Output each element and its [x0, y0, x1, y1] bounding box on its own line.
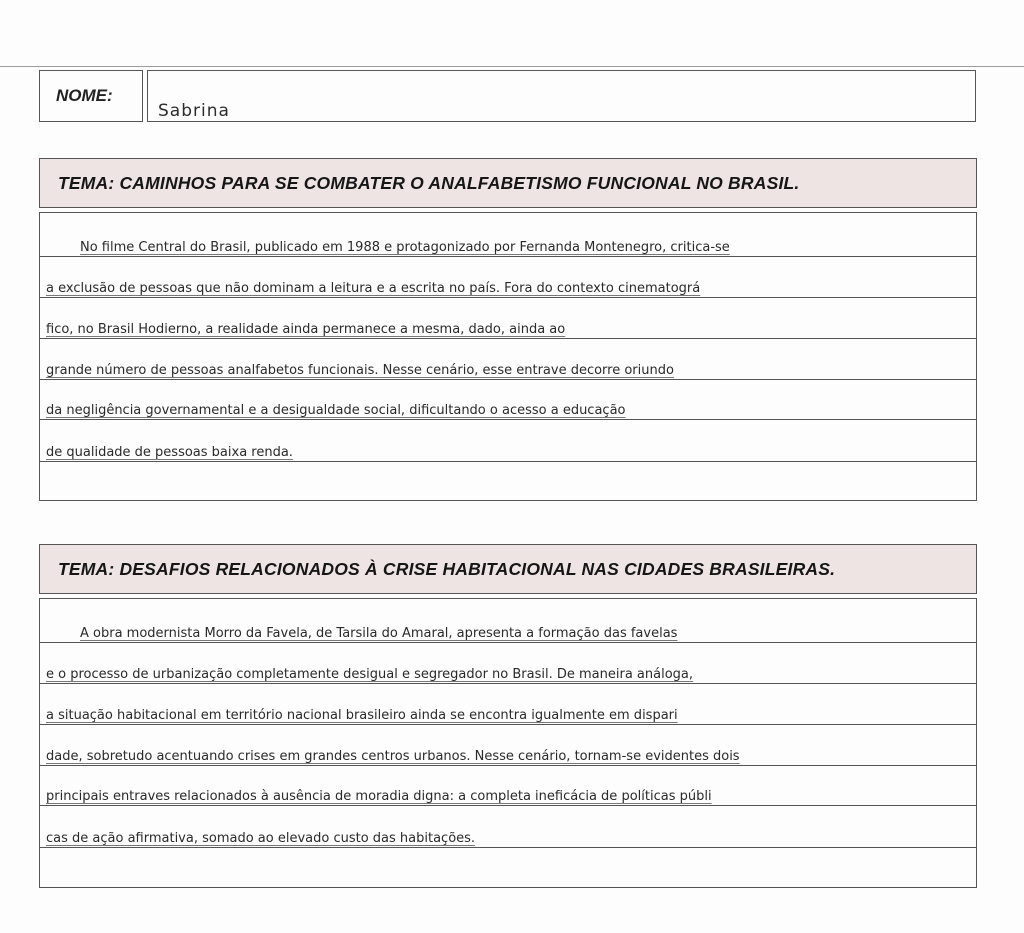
- essay-line-text: a situação habitacional em território nacional brasileiro ainda se encontra igualmente em dispari: [46, 708, 678, 723]
- essay-line: [40, 380, 976, 420]
- essay-line-text: a exclusão de pessoas que não dominam a leitura e a escrita no país. Fora do contexto cinematográ: [46, 281, 701, 296]
- essay-line-text: e o processo de urbanização completamente desigual e segregador no Brasil. De maneira análoga,: [46, 667, 694, 682]
- essay-line: [40, 257, 976, 298]
- essay-line-text: fico, no Brasil Hodierno, a realidade ainda permanece a mesma, dado, ainda ao: [46, 322, 566, 337]
- essay-line-text: principais entraves relacionados à ausência de moradia digna: a completa ineficácia de políticas públi: [46, 789, 712, 804]
- name-label: NOME:: [39, 70, 143, 122]
- essay-line-text: grande número de pessoas analfabetos funcionais. Nesse cenário, esse entrave decorre oriundo: [46, 363, 674, 378]
- essay-line: [40, 684, 976, 725]
- essay-line: [40, 806, 976, 848]
- essay-line: [40, 213, 976, 257]
- page-top-rule: [0, 66, 1024, 67]
- essay-line: [40, 766, 976, 806]
- essay-line-text: A obra modernista Morro da Favela, de Tarsila do Amaral, apresenta a formação das favelas: [80, 626, 678, 641]
- essay-line-text: cas de ação afirmativa, somado ao elevado custo das habitações.: [46, 831, 476, 846]
- name-field[interactable]: [147, 70, 976, 122]
- essay-line: [40, 420, 976, 462]
- essay-line: [40, 339, 976, 380]
- essay-line: [40, 848, 976, 887]
- essay-line: [40, 298, 976, 339]
- essay-line-text: da negligência governamental e a desigualdade social, dificultando o acesso a educação: [46, 403, 626, 418]
- essay-line: [40, 643, 976, 684]
- theme-heading-1: TEMA: CAMINHOS PARA SE COMBATER O ANALFABETISMO FUNCIONAL NO BRASIL.: [39, 158, 977, 208]
- essay-line-text: dade, sobretudo acentuando crises em grandes centros urbanos. Nesse cenário, tornam-se evidentes dois: [46, 749, 740, 764]
- essay-lines-2[interactable]: [39, 598, 977, 888]
- essay-line-text: de qualidade de pessoas baixa renda.: [46, 445, 293, 460]
- name-value: Sabrina: [158, 101, 230, 121]
- essay-line: [40, 462, 976, 500]
- essay-line: [40, 599, 976, 643]
- essay-line: [40, 725, 976, 766]
- essay-line-text: No filme Central do Brasil, publicado em 1988 e protagonizado por Fernanda Montenegro, critica-se: [80, 240, 730, 255]
- essay-lines-1[interactable]: [39, 212, 977, 501]
- theme-heading-2: TEMA: DESAFIOS RELACIONADOS À CRISE HABITACIONAL NAS CIDADES BRASILEIRAS.: [39, 544, 977, 594]
